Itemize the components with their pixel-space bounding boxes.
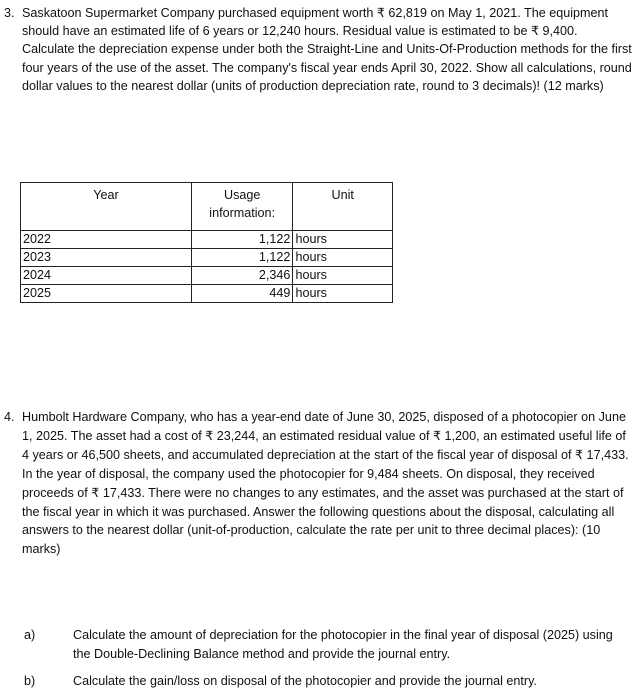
- question-4-part-b: [24, 672, 624, 691]
- table-row: [21, 249, 393, 267]
- question-3: [4, 4, 632, 95]
- part-a-label: a): [24, 628, 36, 642]
- row-year: 2025: [21, 285, 192, 303]
- table-row: [21, 267, 393, 285]
- question-4: [4, 408, 632, 559]
- part-b-label: b): [24, 674, 36, 688]
- part-a-text: Calculate the amount of depreciation for the photocopier in the final year of disposal (2025) using the Double-Declining Balance method and provide the journal entry.: [73, 628, 613, 661]
- header-year: Year: [21, 183, 192, 231]
- question-3-number: 3.: [4, 6, 15, 20]
- row-unit: hours: [293, 285, 393, 303]
- row-unit: hours: [293, 231, 393, 249]
- table-header-row: [21, 183, 393, 231]
- row-usage: 1,122: [191, 231, 293, 249]
- part-b-text: Calculate the gain/loss on disposal of the photocopier and provide the journal entry.: [73, 674, 537, 688]
- row-unit: hours: [293, 267, 393, 285]
- row-year: 2022: [21, 231, 192, 249]
- header-unit: Unit: [293, 183, 393, 231]
- question-4-part-a: [24, 626, 624, 663]
- question-4-number: 4.: [4, 410, 15, 424]
- row-year: 2023: [21, 249, 192, 267]
- table-row: [21, 231, 393, 249]
- row-usage: 449: [191, 285, 293, 303]
- question-4-text: Humbolt Hardware Company, who has a year-end date of June 30, 2025, disposed of a photocopier on June 1, 2025. The asset had a cost of ₹ 23,244, an estimated residual value of ₹ 1,200, an estimated useful life of 4 years or 46,500 sheets, and accumulated depreciation at the start of the fiscal year of disposal of ₹ 17,433. In the year of disposal, the company used the photocopier for 9,484 sheets. On disposal, they received proceeds of ₹ 17,433. There were no changes to any estimates, and the asset was purchased at the start of the fiscal year in which it was purchased. Answer the following questions about the disposal, calculating all answers to the nearest dollar (unit-of-production, calculate the rate per unit to three decimal places): (10 marks): [22, 410, 629, 557]
- row-usage: 2,346: [191, 267, 293, 285]
- row-usage: 1,122: [191, 249, 293, 267]
- usage-table: [20, 182, 393, 303]
- table-row: [21, 285, 393, 303]
- header-usage: Usage information:: [191, 183, 293, 231]
- row-year: 2024: [21, 267, 192, 285]
- question-3-text: Saskatoon Supermarket Company purchased equipment worth ₹ 62,819 on May 1, 2021. The equipment should have an estimated life of 6 years or 12,240 hours. Residual value is estimated to be ₹ 9,400. Calculate the depreciation expense under both the Straight-Line and Units-Of-Production methods for the first four years of the use of the asset. The company's fiscal year ends April 30, 2022. Show all calculations, round dollar values to the nearest dollar (units of production depreciation rate, round to 3 decimals)! (12 marks): [22, 6, 632, 93]
- row-unit: hours: [293, 249, 393, 267]
